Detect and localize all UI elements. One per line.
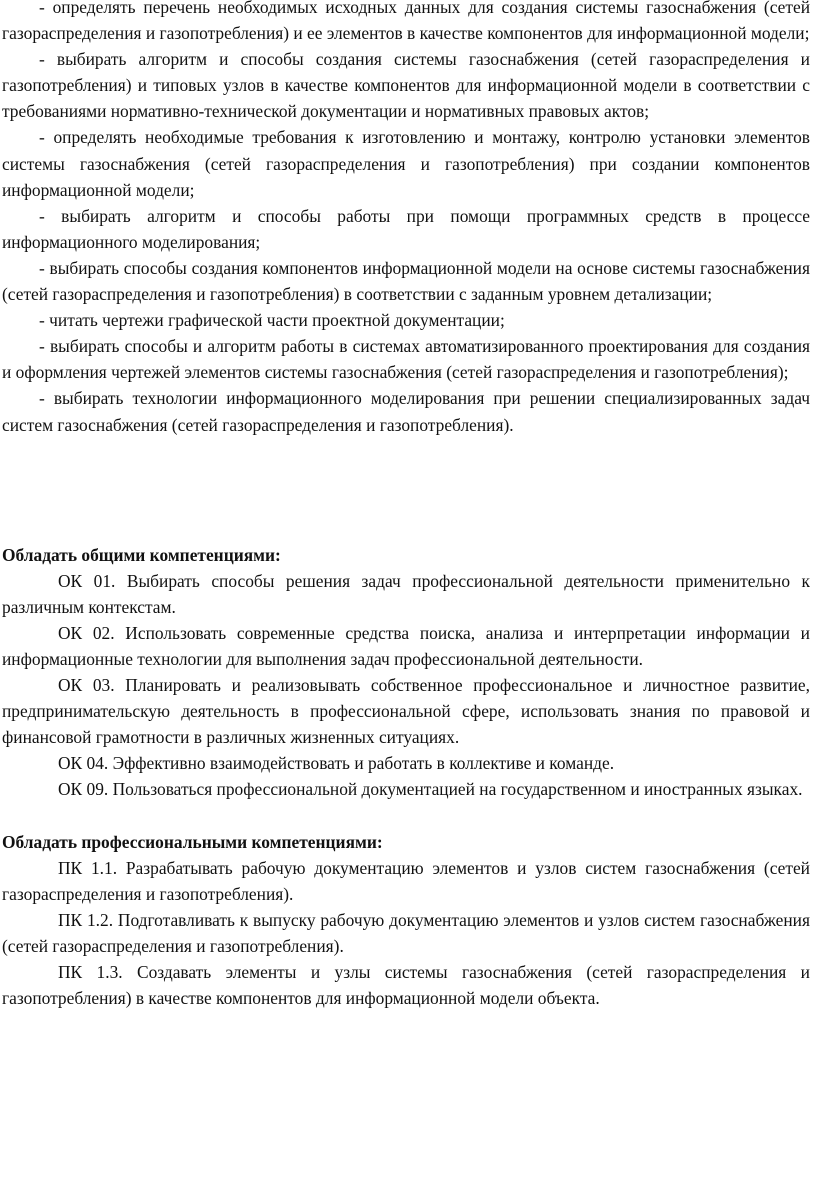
general-competency-item: ОК 09. Пользоваться профессиональной документацией на государственном и иностранных языках. — [58, 779, 803, 800]
professional-competencies-heading: Обладать профессиональными компетенциями: — [2, 831, 383, 852]
general-competency-item: ОК 01. Выбирать способы решения задач профессиональной деятельности применительно к различным контекстам. — [2, 570, 810, 617]
professional-competencies-list — [2, 855, 810, 1012]
general-competency-item: ОК 03. Планировать и реализовывать собственное профессиональное и личностное развитие, предпринимательскую деятельность в профессиональной сфере, использовать знания по правовой и финансовой грамотности в различных жизненных ситуациях. — [2, 675, 810, 748]
section-gap — [2, 438, 810, 542]
skill-item: - определять необходимые требования к изготовлению и монтажу, контролю установки элементов системы газоснабжения (сетей газораспределения и газопотребления) при создании компонентов информационной модели; — [2, 127, 810, 200]
professional-competency-item: ПК 1.2. Подготавливать к выпуску рабочую документацию элементов и узлов систем газоснабжения (сетей газораспределения и газопотребления). — [2, 909, 810, 956]
skill-item: - выбирать алгоритм и способы создания системы газоснабжения (сетей газораспределения и газопотребления) и типовых узлов в качестве компонентов для информационной модели в соответствии с требованиями нормативно-технической документации и нормативных правовых актов; — [2, 49, 810, 122]
general-competency-item: ОК 02. Использовать современные средства поиска, анализа и интерпретации информации и информационные технологии для выполнения задач профессиональной деятельности. — [2, 622, 810, 669]
skill-item: - выбирать алгоритм и способы работы при помощи программных средств в процессе информационного моделирования; — [2, 205, 810, 252]
general-competencies-heading: Обладать общими компетенциями: — [2, 544, 281, 565]
skill-item: - читать чертежи графической части проектной документации; — [39, 310, 505, 331]
skill-item: - выбирать способы и алгоритм работы в системах автоматизированного проектирования для создания и оформления чертежей элементов системы газоснабжения (сетей газораспределения и газопотребления); — [2, 336, 810, 383]
skill-item: - определять перечень необходимых исходных данных для создания системы газоснабжения (сетей газораспределения и газопотребления) и ее элементов в качестве компонентов для информационной модели; — [2, 0, 810, 44]
section-gap — [2, 803, 810, 829]
general-competencies-list — [2, 568, 810, 803]
skill-item: - выбирать технологии информационного моделирования при решении специализированных задач систем газоснабжения (сетей газораспределения и газопотребления). — [2, 388, 810, 435]
general-competency-item: ОК 04. Эффективно взаимодействовать и работать в коллективе и команде. — [58, 753, 615, 774]
professional-competency-item: ПК 1.3. Создавать элементы и узлы системы газоснабжения (сетей газораспределения и газопотребления) в качестве компонентов для информационной модели объекта. — [2, 962, 810, 1009]
professional-competency-item: ПК 1.1. Разрабатывать рабочую документацию элементов и узлов систем газоснабжения (сетей газораспределения и газопотребления). — [2, 857, 810, 904]
skills-list — [2, 0, 810, 438]
skill-item: - выбирать способы создания компонентов информационной модели на основе системы газоснабжения (сетей газораспределения и газопотребления) в соответствии с заданным уровнем детализации; — [2, 257, 810, 305]
